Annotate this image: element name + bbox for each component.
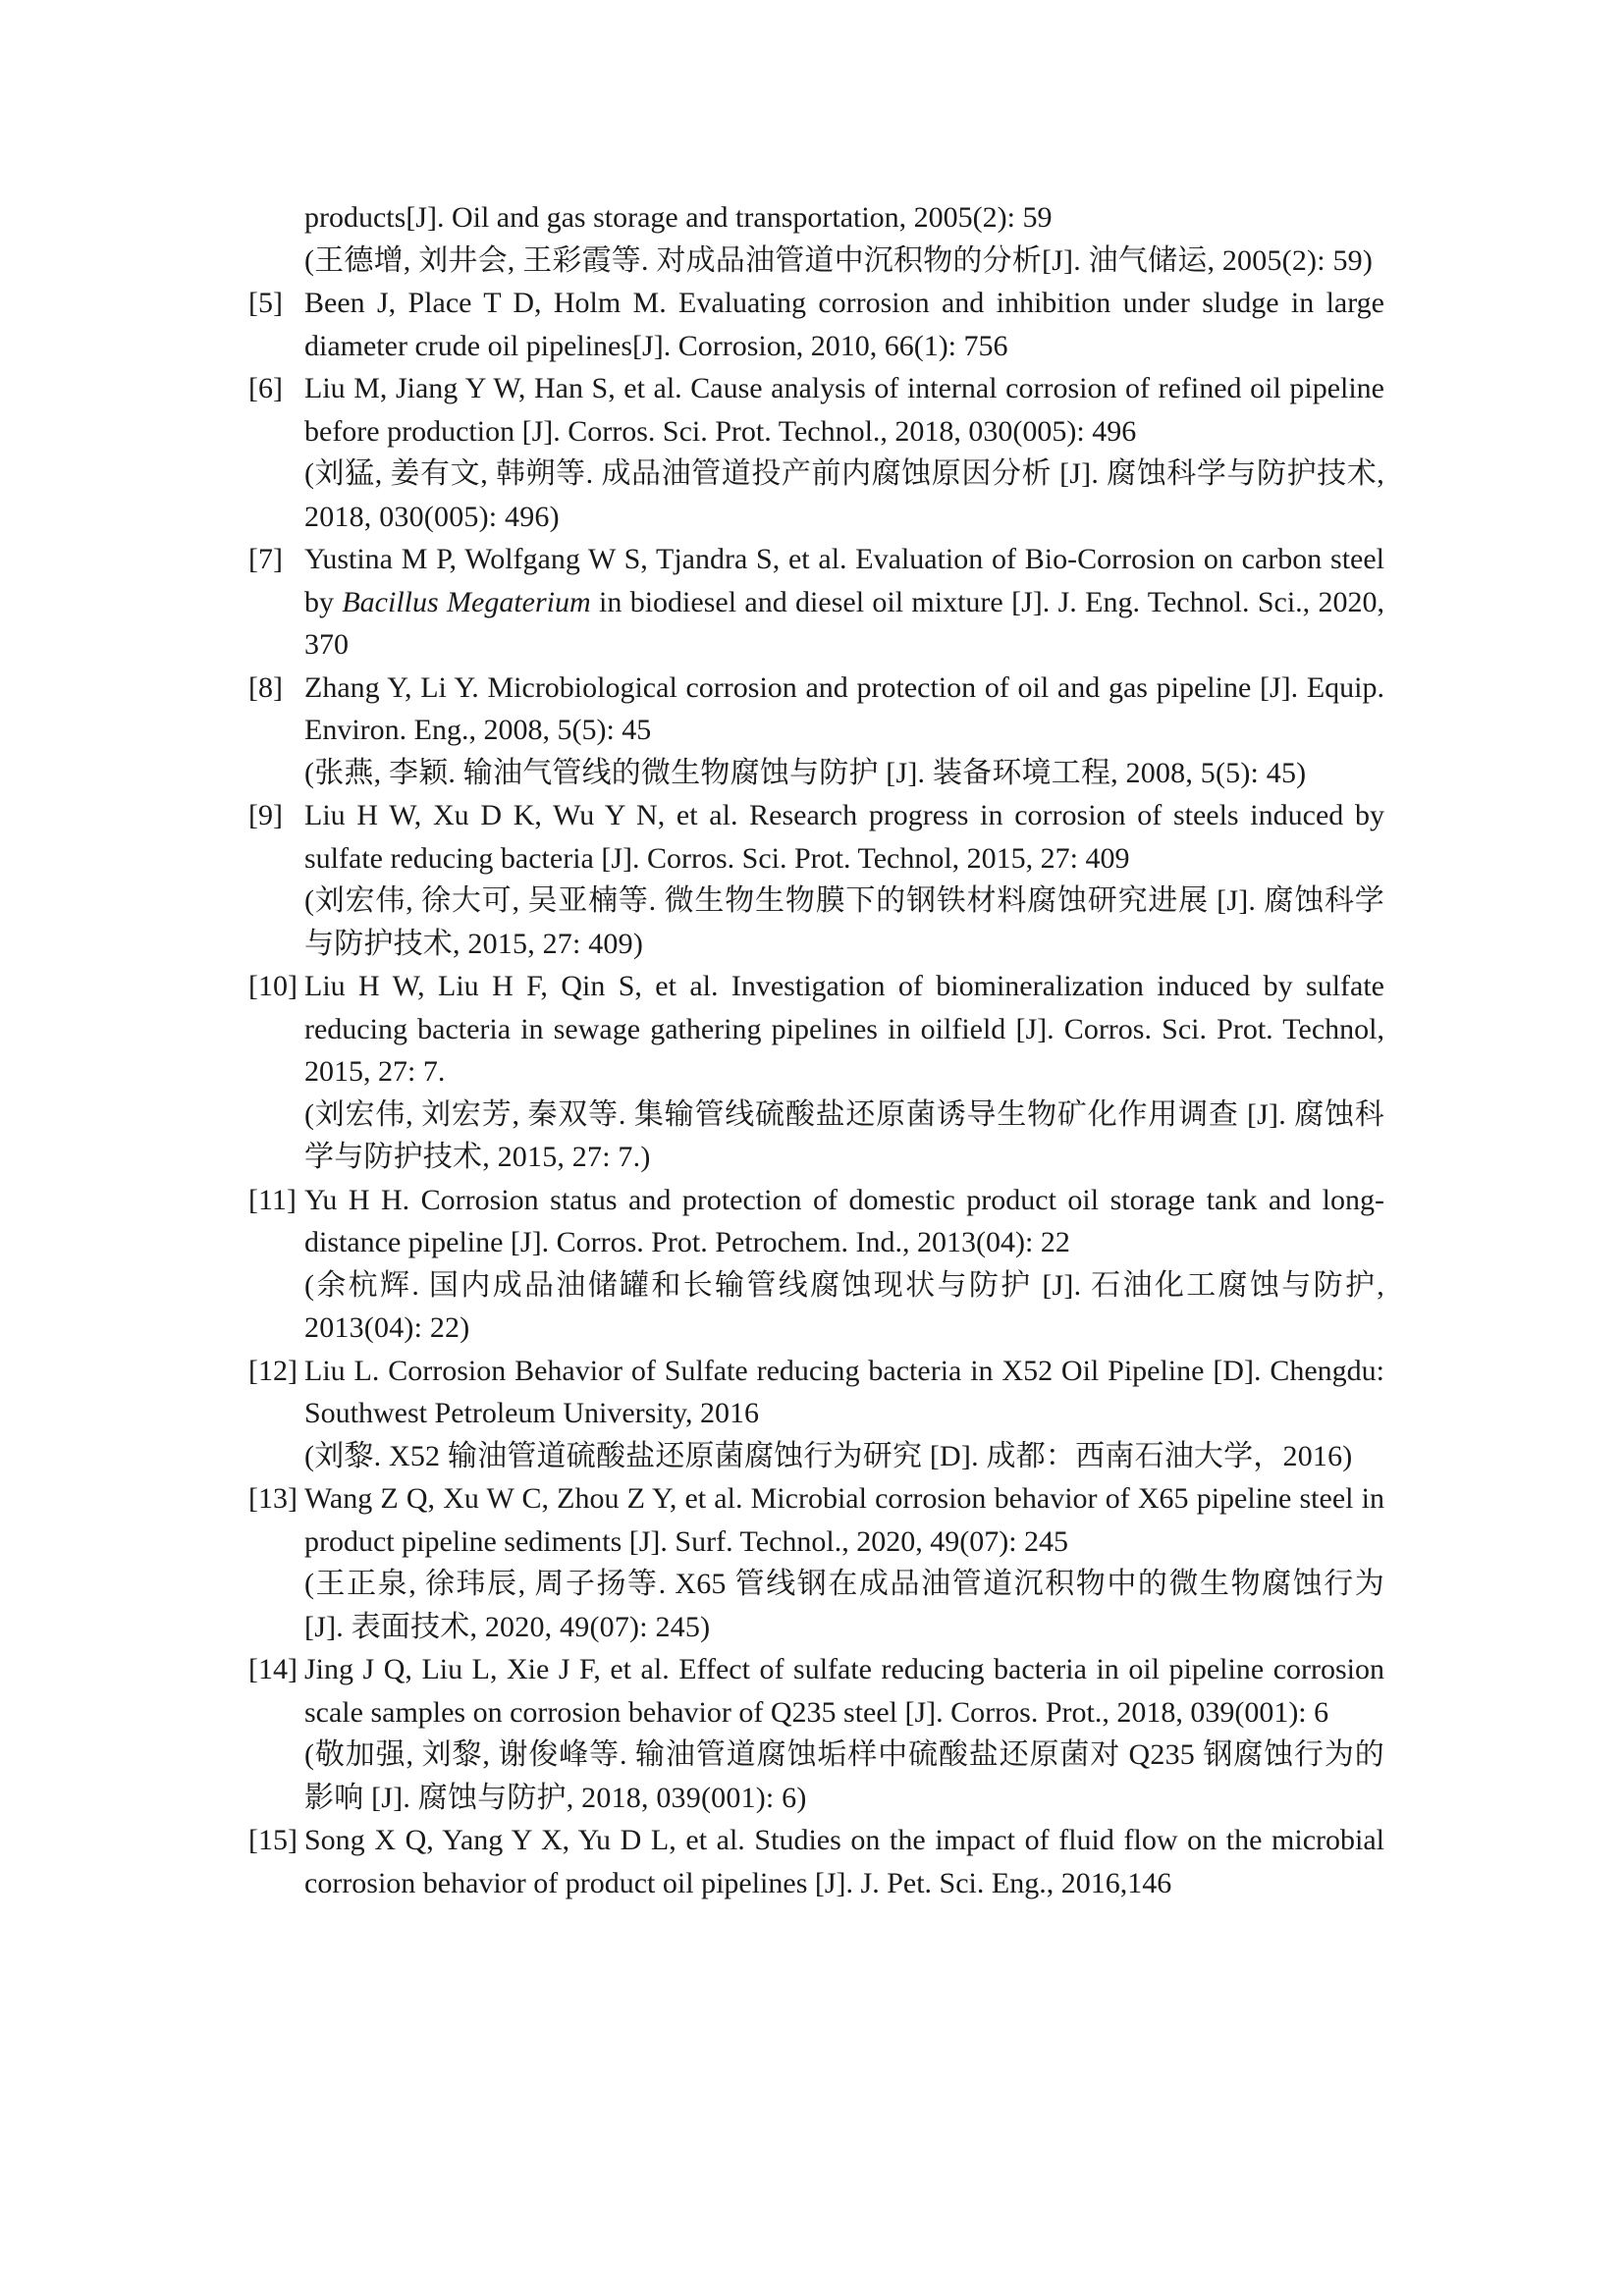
- reference-body: [304, 282, 1384, 367]
- reference-chinese-citation: (刘宏伟, 徐大可, 吴亚楠等. 微生物生物膜下的钢铁材料腐蚀研究进展 [J]. 腐蚀科学与防护技术, 2015, 27: 409): [304, 884, 1384, 960]
- reference-chinese-citation: (王正泉, 徐玮辰, 周子扬等. X65 管线钢在成品油管道沉积物中的微生物腐蚀行为 [J]. 表面技术, 2020, 49(07): 245): [304, 1568, 1384, 1643]
- reference-chinese-citation: (张燕, 李颖. 输油气管线的微生物腐蚀与防护 [J]. 装备环境工程, 2008, 5(5): 45): [304, 756, 1307, 789]
- reference-english-citation: [304, 1350, 1384, 1435]
- reference-body: [304, 1819, 1384, 1904]
- citation-text: Liu H W, Liu H F, Qin S, et al. Investigation of biomineralization induced by sulfate reducing bacteria in sewage gathering pipelines in oilfield [J]. Corros. Sci. Prot. Technol, 2015, 27: 7.: [304, 970, 1384, 1088]
- reference-english-citation: [304, 965, 1384, 1094]
- reference-item: [248, 1179, 1384, 1350]
- citation-text: Yustina M P, Wolfgang W S, Tjandra S, et al. Evaluation of Bio-Corrosion on carbon steel by: [304, 543, 1384, 618]
- reference-chinese-citation: (余杭辉. 国内成品油储罐和长输管线腐蚀现状与防护 [J]. 石油化工腐蚀与防护, 2013(04): 22): [304, 1268, 1384, 1344]
- reference-chinese-citation: (刘宏伟, 刘宏芳, 秦双等. 集输管线硫酸盐还原菌诱导生物矿化作用调查 [J]. 腐蚀科学与防护技术, 2015, 27: 7.): [304, 1097, 1384, 1173]
- reference-english-citation: [304, 667, 1384, 752]
- citation-text: Liu H W, Xu D K, Wu Y N, et al. Research progress in corrosion of steels induced by sulfate reducing bacteria [J]. Corros. Sci. Prot. Technol, 2015, 27: 409: [304, 799, 1384, 875]
- reference-item: [248, 1477, 1384, 1648]
- reference-english-citation: [304, 1819, 1384, 1904]
- reference-chinese-citation: (敬加强, 刘黎, 谢俊峰等. 输油管道腐蚀垢样中硫酸盐还原菌对 Q235 钢腐蚀行为的影响 [J]. 腐蚀与防护, 2018, 039(001): 6): [304, 1738, 1384, 1814]
- reference-body: [304, 367, 1384, 538]
- reference-item: [248, 667, 1384, 795]
- reference-number: [6]: [248, 372, 283, 404]
- reference-body: [304, 1350, 1384, 1478]
- italic-species-name: Bacillus Megaterium: [342, 585, 591, 618]
- citation-text: Jing J Q, Liu L, Xie J F, et al. Effect of sulfate reducing bacteria in oil pipeline corrosion scale samples on corrosion behavior of Q235 steel [J]. Corros. Prot., 2018, 039(001): 6: [304, 1653, 1384, 1729]
- reference-item: [248, 1648, 1384, 1819]
- reference-english-citation: [304, 794, 1384, 880]
- reference-body: [304, 538, 1384, 667]
- reference-english-citation: [304, 1648, 1384, 1734]
- citation-text: Yu H H. Corrosion status and protection of domestic product oil storage tank and long-distance pipeline [J]. Corros. Prot. Petrochem. Ind., 2013(04): 22: [304, 1183, 1384, 1258]
- reference-item: [248, 282, 1384, 367]
- citation-text: Liu L. Corrosion Behavior of Sulfate reducing bacteria in X52 Oil Pipeline [D]. Chengdu: Southwest Petroleum University, 2016: [304, 1354, 1384, 1429]
- reference-body: [304, 196, 1384, 282]
- reference-english-citation: [304, 1179, 1384, 1264]
- reference-item: [248, 794, 1384, 965]
- reference-body: [304, 1179, 1384, 1350]
- reference-number: [13]: [248, 1482, 298, 1515]
- reference-chinese-citation: (王德增, 刘井会, 王彩霞等. 对成品油管道中沉积物的分析[J]. 油气储运, 2005(2): 59): [304, 243, 1374, 277]
- reference-body: [304, 794, 1384, 965]
- reference-body: [304, 965, 1384, 1179]
- reference-number: [15]: [248, 1824, 298, 1856]
- reference-list: [248, 196, 1384, 1904]
- citation-text: Song X Q, Yang Y X, Yu D L, et al. Studies on the impact of fluid flow on the microbial corrosion behavior of product oil pipelines [J]. J. Pet. Sci. Eng., 2016,146: [304, 1824, 1384, 1899]
- reference-number: [11]: [248, 1183, 297, 1216]
- reference-number: [7]: [248, 543, 283, 575]
- citation-text: Been J, Place T D, Holm M. Evaluating corrosion and inhibition under sludge in large diameter crude oil pipelines[J]. Corrosion, 2010, 66(1): 756: [304, 287, 1384, 362]
- reference-item: [248, 965, 1384, 1179]
- citation-text: Wang Z Q, Xu W C, Zhou Z Y, et al. Microbial corrosion behavior of X65 pipeline steel in product pipeline sediments [J]. Surf. Technol., 2020, 49(07): 245: [304, 1482, 1384, 1558]
- reference-number: [9]: [248, 799, 283, 831]
- reference-english-citation: [304, 1477, 1384, 1563]
- reference-body: [304, 1477, 1384, 1648]
- citation-text: in biodiesel and diesel oil mixture [J]. J. Eng. Technol. Sci., 2020, 370: [304, 585, 1385, 661]
- reference-item: [248, 1350, 1384, 1478]
- reference-english-citation: [304, 196, 1384, 240]
- citation-text: Liu M, Jiang Y W, Han S, et al. Cause analysis of internal corrosion of refined oil pipeline before production [J]. Corros. Sci. Prot. Technol., 2018, 030(005): 496: [304, 372, 1384, 448]
- reference-item: [248, 367, 1384, 538]
- reference-english-citation: [304, 282, 1384, 367]
- reference-number: [8]: [248, 670, 283, 704]
- reference-item: [248, 538, 1384, 667]
- reference-number: [10]: [248, 970, 298, 1002]
- citation-text: Zhang Y, Li Y. Microbiological corrosion and protection of oil and gas pipeline [J]. Equip. Environ. Eng., 2008, 5(5): 45: [304, 670, 1384, 746]
- reference-item: [248, 196, 1384, 282]
- reference-english-citation: [304, 538, 1384, 667]
- reference-item: [248, 1819, 1384, 1904]
- reference-body: [304, 667, 1384, 795]
- reference-chinese-citation: (刘黎. X52 输油管道硫酸盐还原菌腐蚀行为研究 [D]. 成都：西南石油大学，2016): [304, 1439, 1353, 1472]
- citation-text: products[J]. Oil and gas storage and transportation, 2005(2): 59: [304, 201, 1053, 234]
- reference-body: [304, 1648, 1384, 1819]
- reference-english-citation: [304, 367, 1384, 453]
- reference-number: [14]: [248, 1653, 298, 1685]
- reference-number: [12]: [248, 1354, 298, 1387]
- reference-chinese-citation: (刘猛, 姜有文, 韩朔等. 成品油管道投产前内腐蚀原因分析 [J]. 腐蚀科学与防护技术, 2018, 030(005): 496): [304, 457, 1384, 533]
- reference-number: [5]: [248, 287, 283, 319]
